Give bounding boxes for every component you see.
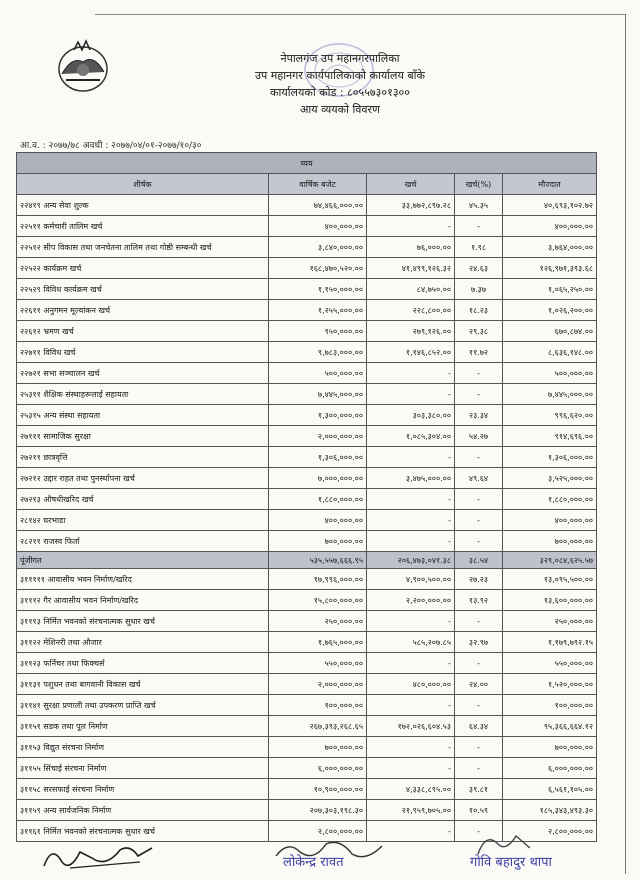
table-row (17, 569, 597, 590)
balance-cell: १२६,९७१,३९३.६८ (503, 258, 597, 279)
balance-cell: ९९६,६२०.०० (503, 405, 597, 426)
percent-cell: - (455, 510, 503, 531)
percent-column-header: खर्च(%) (455, 174, 503, 195)
expense-cell: - (367, 758, 455, 779)
expense-cell: - (367, 216, 455, 237)
percent-cell: २९.३८ (455, 321, 503, 342)
balance-cell: ९१४,६९६.०० (503, 426, 597, 447)
expense-cell: ५८५,२०७.८५ (367, 632, 455, 653)
row-title: ३११६१ निर्मित भवनको संरचनात्मक सुधार खर्च (17, 821, 269, 842)
percent-cell: - (455, 653, 503, 674)
expense-cell: १,१४६,८५२.०० (367, 342, 455, 363)
row-title: २२७११ विविध खर्च (17, 342, 269, 363)
balance-cell: ३२९,०८४,६२५.५७ (503, 552, 597, 569)
percent-cell: ३२.९७ (455, 632, 503, 653)
expense-cell: ८४,७५०.०० (367, 279, 455, 300)
balance-cell: ७,४४५,०००.०० (503, 384, 597, 405)
percent-cell: - (455, 611, 503, 632)
subtotal-row (17, 552, 597, 569)
government-emblem-icon (52, 36, 114, 98)
balance-cell: १,८८०,०००.०० (503, 489, 597, 510)
expense-cell: - (367, 653, 455, 674)
table-row (17, 447, 597, 468)
expense-cell: २७९,१२६.०० (367, 321, 455, 342)
balance-cell: १००,०००.०० (503, 695, 597, 716)
percent-cell: - (455, 821, 503, 842)
balance-cell: १३,०९५,५००.०० (503, 569, 597, 590)
row-title: २७२१२ उद्दार राहत तथा पुनर्स्थापना खर्च (17, 468, 269, 489)
table-row (17, 510, 597, 531)
row-title: २२५२९ विविध कार्यक्रम खर्च (17, 279, 269, 300)
budget-cell: २०७,३०३,१९८.३० (269, 800, 367, 821)
balance-cell: १,३०६,०००.०० (503, 447, 597, 468)
budget-cell: ९,७८३,०००.०० (269, 342, 367, 363)
balance-cell: ७००,०००.०० (503, 737, 597, 758)
table-row (17, 716, 597, 737)
signatory-name-middle: लोकेन्द्र रावत (283, 855, 344, 870)
balance-column-header: मौज्दात (503, 174, 597, 195)
budget-cell: १,२५५,०००.०० (269, 300, 367, 321)
section-title: व्यय (17, 153, 597, 174)
budget-cell: ७००,०००.०० (269, 737, 367, 758)
balance-cell: ६७०,८७४.०० (503, 321, 597, 342)
balance-cell: १३,६००,०००.०० (503, 590, 597, 611)
percent-cell: - (455, 216, 503, 237)
table-row (17, 779, 597, 800)
expense-cell: - (367, 363, 455, 384)
budget-cell: ६,०००,०००.०० (269, 758, 367, 779)
percent-cell: - (455, 489, 503, 510)
table-row (17, 489, 597, 510)
table-row (17, 279, 597, 300)
table-row (17, 237, 597, 258)
expense-column-header: खर्च (367, 174, 455, 195)
expense-cell: २,२००,०००.०० (367, 590, 455, 611)
percent-cell: १०.५९ (455, 800, 503, 821)
row-title: २७२११ छात्रवृत्ति (17, 447, 269, 468)
balance-cell: २५०,०००.०० (503, 611, 597, 632)
balance-cell: ४००,०००.०० (503, 510, 597, 531)
page-edge-top (95, 14, 625, 15)
row-title: ३११५५ सिंचाई संरचना निर्माण (17, 758, 269, 779)
budget-cell: २,८००,०००.०० (269, 821, 367, 842)
percent-cell: ६४.३४ (455, 716, 503, 737)
expense-cell: ४,९००,५००.०० (367, 569, 455, 590)
municipality-name: नेपालगंज उप महानगरपालिका (280, 52, 400, 65)
office-name: उप महानगर कार्यपालिकाको कार्यालय बाँके (255, 69, 425, 82)
row-title: २२४१९ अन्य सेवा शुल्क (17, 195, 269, 216)
balance-cell: १,५२०,०००.०० (503, 674, 597, 695)
row-title: २५३१५ अन्य संस्था सहायता (17, 405, 269, 426)
balance-cell: ९५,३६६,६६४.१२ (503, 716, 597, 737)
budget-cell: २५०,०००.०० (269, 611, 367, 632)
expense-cell: - (367, 695, 455, 716)
budget-cell: १,८८०,०००.०० (269, 489, 367, 510)
budget-cell: ७,४४५,०००.०० (269, 384, 367, 405)
percent-cell: ५४.२७ (455, 426, 503, 447)
expense-cell: ४१,४९९,१२६.३२ (367, 258, 455, 279)
balance-cell: १,०२६,२००.०० (503, 300, 597, 321)
balance-cell: ४०,६९३,१०२.७२ (503, 195, 597, 216)
table-row (17, 216, 597, 237)
expense-cell: - (367, 821, 455, 842)
balance-cell: १,१७९,७९२.१५ (503, 632, 597, 653)
expense-cell: १,०८५,३०४.०० (367, 426, 455, 447)
expense-cell: २२८,८००.०० (367, 300, 455, 321)
percent-cell: - (455, 737, 503, 758)
table-row (17, 674, 597, 695)
expense-cell: - (367, 384, 455, 405)
percent-cell: १.९८ (455, 237, 503, 258)
expense-cell: - (367, 531, 455, 552)
balance-cell: १८५,३४३,४९३.३० (503, 800, 597, 821)
expense-cell: - (367, 489, 455, 510)
table-row (17, 531, 597, 552)
percent-cell: २७.२३ (455, 569, 503, 590)
expense-cell: ३३,७७२,८९७.२८ (367, 195, 455, 216)
budget-cell: ३,८४०,०००.०० (269, 237, 367, 258)
row-title: २२६११ अनुगमन मूल्यांकन खर्च (17, 300, 269, 321)
table-row (17, 342, 597, 363)
percent-cell: - (455, 363, 503, 384)
document-header (140, 50, 540, 118)
table-row (17, 800, 597, 821)
budget-cell: २,०००,०००.०० (269, 674, 367, 695)
table-row (17, 405, 597, 426)
row-title: ३११२२ मेशिनरी तथा औजार (17, 632, 269, 653)
balance-cell: ६,०००,०००.०० (503, 758, 597, 779)
table-row (17, 590, 597, 611)
row-title: २२५२२ कार्यक्रम खर्च (17, 258, 269, 279)
report-title: आय व्ययको विवरण (300, 103, 380, 116)
balance-cell: ३,५२५,०००.०० (503, 468, 597, 489)
percent-cell: ७.३७ (455, 279, 503, 300)
budget-cell: १,१५०,०००.०० (269, 279, 367, 300)
balance-cell: २,८००,०००.०० (503, 821, 597, 842)
row-title: पूंजीगत (17, 552, 269, 569)
table-row (17, 758, 597, 779)
balance-cell: ७००,०००.०० (503, 531, 597, 552)
percent-cell: ३९.८१ (455, 779, 503, 800)
row-title: ३११५९ अन्य सार्वजनिक निर्माण (17, 800, 269, 821)
percent-cell: ४५.३५ (455, 195, 503, 216)
budget-cell: ४००,०००.०० (269, 510, 367, 531)
row-title: ३१११११ आवासीय भवन निर्माण/खरिद (17, 569, 269, 590)
row-title: ३११५८ सरसफाई संरचना निर्माण (17, 779, 269, 800)
table-row (17, 300, 597, 321)
budget-cell: ७४,४६६,०००.०० (269, 195, 367, 216)
fiscal-period: आ.व. : २०७७/७८ अवधी : २०७७/०४/०१-२०७७/१०/३० (20, 141, 202, 151)
budget-cell: १६८,४७०,५२०.०० (269, 258, 367, 279)
table-row (17, 632, 597, 653)
percent-cell: ११.७२ (455, 342, 503, 363)
percent-cell: - (455, 384, 503, 405)
table-row (17, 468, 597, 489)
row-title: २२७२१ सभा सञ्चालन खर्च (17, 363, 269, 384)
budget-cell: ७,०००,०००.०० (269, 468, 367, 489)
percent-cell: २४.०० (455, 674, 503, 695)
balance-cell: ६,५६१,१०५.०० (503, 779, 597, 800)
signature-left (40, 838, 160, 874)
expense-cell: ३०३,३८०.०० (367, 405, 455, 426)
budget-cell: ९५०,०००.०० (269, 321, 367, 342)
budget-cell: ४००,०००.०० (269, 216, 367, 237)
row-title: ३११३१ पशुधन तथा बागवानी विकास खर्च (17, 674, 269, 695)
title-column-header: शीर्षक (17, 174, 269, 195)
balance-cell: १,०६५,२५०.०० (503, 279, 597, 300)
expense-table (16, 152, 597, 842)
office-code: कार्यालयको कोड : ८०५५७३०१३०० (270, 86, 410, 99)
expense-cell: ४,३३८,८९५.०० (367, 779, 455, 800)
balance-cell: ५००,०००.०० (503, 363, 597, 384)
table-row (17, 321, 597, 342)
expense-cell: - (367, 737, 455, 758)
row-title: २२५११ कर्मचारी तालिम खर्च (17, 216, 269, 237)
budget-cell: १,३००,०००.०० (269, 405, 367, 426)
row-title: ३१११३ निर्मित भवनको संरचनात्मक सुधार खर्च (17, 611, 269, 632)
expense-cell: ३,४७५,०००.०० (367, 468, 455, 489)
percent-cell: - (455, 695, 503, 716)
budget-cell: ७००,०००.०० (269, 531, 367, 552)
budget-cell: ५५०,०००.०० (269, 653, 367, 674)
table-row (17, 426, 597, 447)
expense-cell: २०६,४७३,०४१.३८ (367, 552, 455, 569)
budget-cell: १,७६५,०००.०० (269, 632, 367, 653)
percent-cell: - (455, 447, 503, 468)
expense-cell: - (367, 447, 455, 468)
row-title: २२६१२ भ्रमण खर्च (17, 321, 269, 342)
budget-cell: १,३०६,०००.०० (269, 447, 367, 468)
percent-cell: - (455, 531, 503, 552)
page-edge-right (625, 14, 626, 874)
row-title: ३१११२ गैर आवासीय भवन निर्माण/खरिद (17, 590, 269, 611)
row-title: ३११२३ फर्निचर तथा फिक्चर्स (17, 653, 269, 674)
expense-cell: ७६,०००.०० (367, 237, 455, 258)
table-row (17, 258, 597, 279)
percent-cell: १३.९२ (455, 590, 503, 611)
table-row (17, 737, 597, 758)
table-row (17, 195, 597, 216)
table-row (17, 611, 597, 632)
budget-cell: १७,९९६,०००.०० (269, 569, 367, 590)
row-title: २८२११ राजस्व फिर्ता (17, 531, 269, 552)
expense-cell: ४८०,०००.०० (367, 674, 455, 695)
row-title: २७२१३ औषधीखरिद खर्च (17, 489, 269, 510)
table-row (17, 695, 597, 716)
percent-cell: २३.३४ (455, 405, 503, 426)
signatory-name-right: गोवि बहादुर थापा (470, 855, 552, 870)
row-title: २८१४२ घरभाडा (17, 510, 269, 531)
table-row (17, 653, 597, 674)
row-title: २५३११ शैक्षिक संस्थाहरूलाई सहायता (17, 384, 269, 405)
percent-cell: १८.२३ (455, 300, 503, 321)
balance-cell: ४००,०००.०० (503, 216, 597, 237)
budget-column-header: वार्षिक बजेट (269, 174, 367, 195)
percent-cell: ४९.६४ (455, 468, 503, 489)
expense-cell: २१,९५९,७०५.०० (367, 800, 455, 821)
balance-cell: ८,६३६,१४८.०० (503, 342, 597, 363)
balance-cell: ३,७६४,०००.०० (503, 237, 597, 258)
percent-cell: - (455, 758, 503, 779)
row-title: २२५१२ सीप विकास तथा जनचेतना तालिम तथा गोष्ठी सम्बन्धी खर्च (17, 237, 269, 258)
percent-cell: ३८.५४ (455, 552, 503, 569)
budget-cell: ५००,०००.०० (269, 363, 367, 384)
budget-cell: १०,९००,०००.०० (269, 779, 367, 800)
expense-cell: १७२,०२६,६०४.५३ (367, 716, 455, 737)
expense-cell: - (367, 611, 455, 632)
table-row (17, 384, 597, 405)
budget-cell: २६७,३९३,२६८.६५ (269, 716, 367, 737)
row-title: २७१११ सामाजिक सुरक्षा (17, 426, 269, 447)
expense-cell: - (367, 510, 455, 531)
budget-cell: १००,०००.०० (269, 695, 367, 716)
balance-cell: ५५०,०००.०० (503, 653, 597, 674)
budget-cell: १५,८००,०००.०० (269, 590, 367, 611)
budget-cell: ५३५,५५७,६६६.९५ (269, 552, 367, 569)
budget-cell: २,०००,०००.०० (269, 426, 367, 447)
table-row (17, 363, 597, 384)
percent-cell: २४.६३ (455, 258, 503, 279)
row-title: ३११५३ विद्युत संरचना निर्माण (17, 737, 269, 758)
row-title: ३११५१ सडक तथा पूल निर्माण (17, 716, 269, 737)
row-title: ३११४१ सुरक्षा प्रणाली तथा उपकरण प्राप्ति खर्च (17, 695, 269, 716)
